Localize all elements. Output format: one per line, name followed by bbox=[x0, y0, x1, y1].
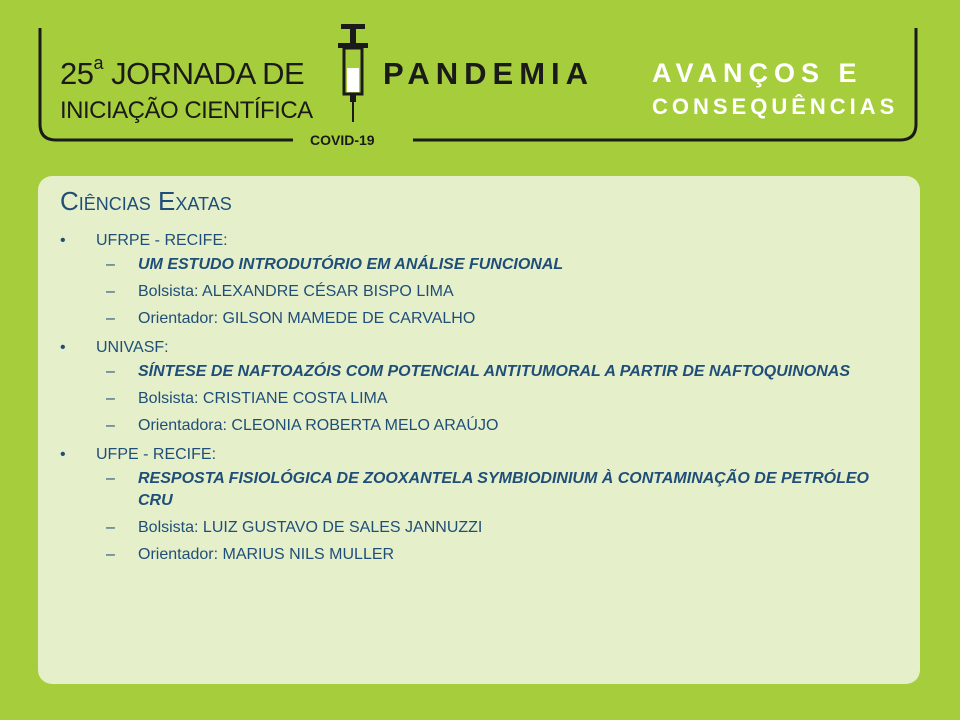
bolsista-label: Bolsista: ALEXANDRE CÉSAR BISPO LIMA bbox=[138, 283, 454, 300]
project-title-item bbox=[60, 361, 900, 383]
consequencias-title: CONSEQUÊNCIAS bbox=[652, 94, 899, 119]
institution-label: UFPE - RECIFE: bbox=[96, 446, 217, 463]
section-title: Ciências Exatas bbox=[60, 186, 232, 216]
dash-icon: – bbox=[106, 256, 115, 273]
dash-icon: – bbox=[106, 283, 115, 300]
institution-item bbox=[60, 228, 900, 254]
entries-list bbox=[60, 228, 900, 571]
jornada-title bbox=[60, 52, 305, 92]
institution-label: UFRPE - RECIFE: bbox=[96, 232, 228, 249]
bolsista-item bbox=[60, 281, 900, 303]
bolsista-label: Bolsista: LUIZ GUSTAVO DE SALES JANNUZZI bbox=[138, 519, 483, 536]
dash-icon: – bbox=[106, 310, 115, 327]
syringe-icon bbox=[334, 24, 372, 124]
dash-icon: – bbox=[106, 363, 115, 380]
jornada-subtitle: INICIAÇÃO CIENTÍFICA bbox=[60, 97, 313, 124]
project-title: RESPOSTA FISIOLÓGICA DE ZOOXANTELA SYMBIODINIUM À CONTAMINAÇÃO DE PETRÓLEO CRU bbox=[138, 470, 869, 509]
project-title: UM ESTUDO INTRODUTÓRIO EM ANÁLISE FUNCIONAL bbox=[138, 256, 564, 273]
dash-icon: – bbox=[106, 390, 115, 407]
jornada-superscript: a bbox=[93, 52, 103, 73]
orientador-label: Orientador: GILSON MAMEDE DE CARVALHO bbox=[138, 310, 476, 327]
project-title: SÍNTESE DE NAFTOAZÓIS COM POTENCIAL ANTITUMORAL A PARTIR DE NAFTOQUINONAS bbox=[138, 363, 851, 380]
dash-icon: – bbox=[106, 546, 115, 563]
project-title-item bbox=[60, 468, 900, 512]
project-title-item bbox=[60, 254, 900, 276]
dash-icon: – bbox=[106, 417, 115, 434]
institution-label: UNIVASF: bbox=[96, 339, 169, 356]
bullet-icon: • bbox=[60, 446, 66, 463]
bullet-icon: • bbox=[60, 339, 66, 356]
pandemia-title: PANDEMIA bbox=[383, 56, 595, 91]
covid-label: COVID-19 bbox=[310, 132, 375, 148]
entry-ufrpe bbox=[60, 228, 900, 330]
bullet-icon: • bbox=[60, 232, 66, 249]
orientador-label: Orientador: MARIUS NILS MULLER bbox=[138, 546, 395, 563]
dash-icon: – bbox=[106, 519, 115, 536]
orientador-item bbox=[60, 308, 900, 330]
orientador-item bbox=[60, 415, 900, 437]
entry-ufpe bbox=[60, 442, 900, 566]
orientador-item bbox=[60, 544, 900, 566]
bolsista-item bbox=[60, 517, 900, 539]
institution-item bbox=[60, 442, 900, 468]
bolsista-label: Bolsista: CRISTIANE COSTA LIMA bbox=[138, 390, 388, 407]
avancos-title: AVANÇOS E bbox=[652, 58, 863, 88]
entry-univasf bbox=[60, 335, 900, 437]
dash-icon: – bbox=[106, 470, 115, 487]
orientador-label: Orientadora: CLEONIA ROBERTA MELO ARAÚJO bbox=[138, 417, 499, 434]
jornada-number: 25 bbox=[60, 56, 94, 91]
jornada-word: JORNADA DE bbox=[103, 56, 305, 91]
bolsista-item bbox=[60, 388, 900, 410]
institution-item bbox=[60, 335, 900, 361]
